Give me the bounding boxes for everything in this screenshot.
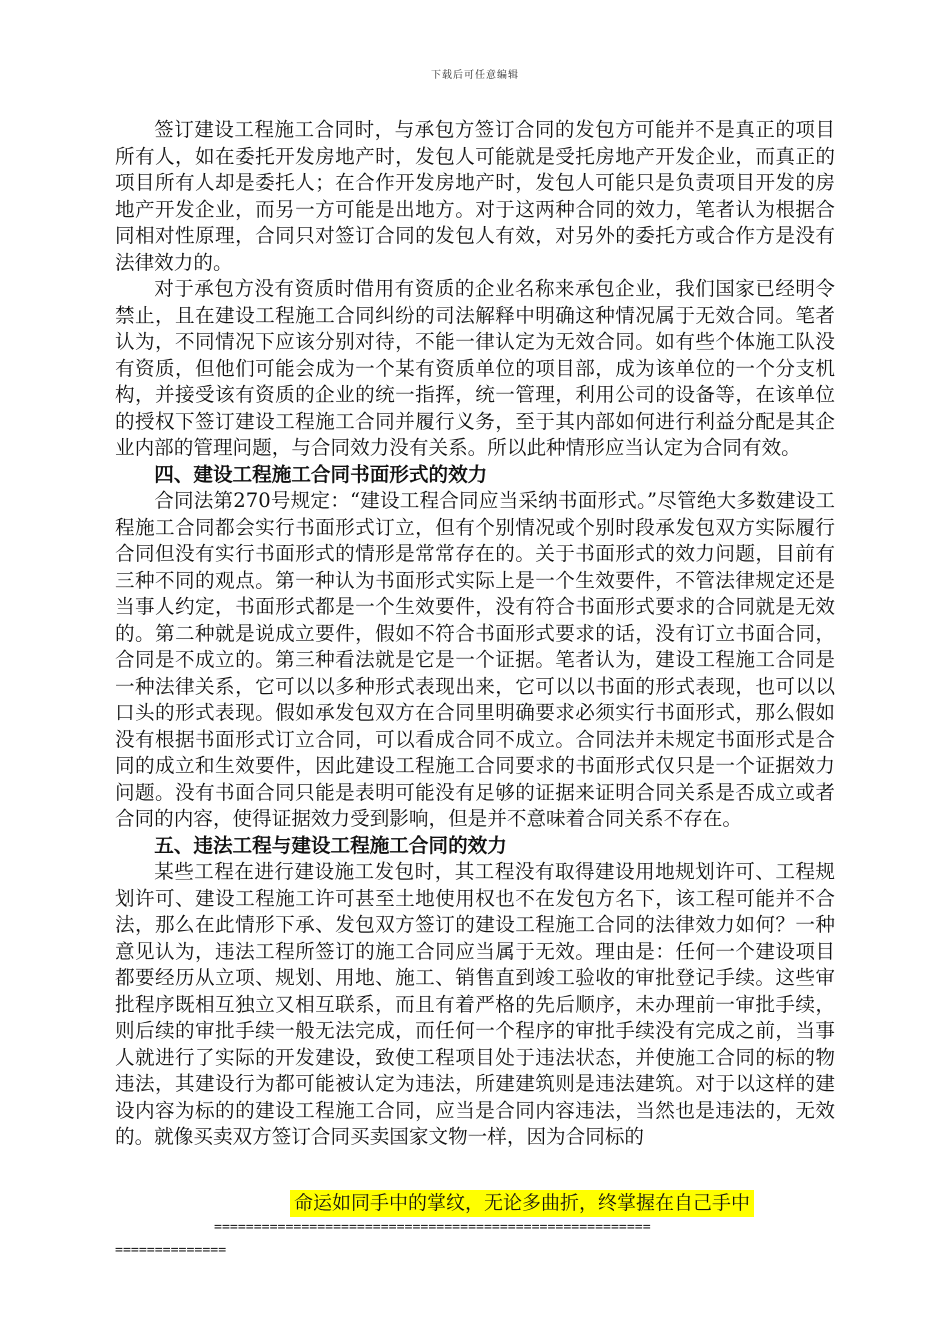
paragraph-2: 对于承包方没有资质时借用有资质的企业名称来承包企业，我们国家已经明令禁止，且在建设工程施工合同纠纷的司法解释中明确这种情况属于无效合同。笔者认为，不同情况下应该分别对待，不能一律认定为无效合同。如有些个体施工队没有资质，但他们可能会成为一个某有资质单位的项目部，成为该单位的一个分支机构，并接受该有资质的企业的统一指挥，统一管理，利用公司的设备等，在该单位的授权下签订建设工程施工合同并履行义务，至于其内部如何进行利益分配是其企业内部的管理问题，与合同效力没有关系。所以此种情形应当认定为合同有效。 [115, 277, 835, 459]
highlighted-tagline: 命运如同手中的掌纹，无论多曲折，终掌握在自己手中 [290, 1190, 754, 1217]
separator-line-1: ======================================================= [214, 1220, 651, 1235]
separator-line-2: ============== [115, 1243, 227, 1258]
paragraph-4: 某些工程在进行建设施工发包时，其工程没有取得建设用地规划许可、工程规划许可、建设工程施工许可甚至土地使用权也不在发包方名下，该工程可能并不合法，那么在此情形下承、发包双方签订的建设工程施工合同的法律效力如何？一种意见认为，违法工程所签订的施工合同应当属于无效。理由是：任何一个建设项目都要经历从立项、规划、用地、施工、销售直到竣工验收的审批登记手续。这些审批程序既相互独立又相互联系，而且有着严格的先后顺序，未办理前一审批手续，则后续的审批手续一般无法完成，而任何一个程序的审批手续没有完成之前，当事人就进行了实际的开发建设，致使工程项目处于违法状态，并使施工合同的标的物违法，其建设行为都可能被认定为违法，所建建筑则是违法建筑。对于以这样的建设内容为标的的建设工程施工合同，应当是合同内容违法，当然也是违法的，无效的。就像买卖双方签订合同买卖国家文物一样，因为合同标的 [115, 860, 835, 1148]
page-header: 下载后可任意编辑 [431, 70, 519, 81]
document-body [115, 117, 835, 1151]
paragraph-3: 合同法第270号规定：“建设工程合同应当采纳书面形式。”尽管绝大多数建设工程施工合同都会实行书面形式订立，但有个别情况或个别时段承发包双方实际履行合同但没有实行书面形式的情形是常常存在的。关于书面形式的效力问题，目前有三种不同的观点。第一种认为书面形式实际上是一个生效要件，不管法律规定还是当事人约定，书面形式都是一个生效要件，没有符合书面形式要求的合同就是无效的。第二种就是说成立要件，假如不符合书面形式要求的话，没有订立书面合同，合同是不成立的。第三种看法就是它是一个证据。笔者认为，建设工程施工合同是一种法律关系，它可以以多种形式表现出来，它可以以书面的形式表现，也可以以口头的形式表现。假如承发包双方在合同里明确要求必须实行书面形式，那么假如没有根据书面形式订立合同，可以看成合同不成立。合同法并未规定书面形式是合同的成立和生效要件，因此建设工程施工合同要求的书面形式仅只是一个证据效力问题。没有书面合同只能是表明可能没有足够的证据来证明合同关系是否成立或者合同的内容，使得证据效力受到影响，但是并不意味着合同关系不存在。 [115, 489, 835, 830]
section-heading-4: 四、建设工程施工合同书面形式的效力 [154, 462, 488, 486]
section-heading-5: 五、违法工程与建设工程施工合同的效力 [154, 833, 507, 857]
paragraph-1: 签订建设工程施工合同时，与承包方签订合同的发包方可能并不是真正的项目所有人，如在委托开发房地产时，发包人可能就是受托房地产开发企业，而真正的项目所有人却是委托人；在合作开发房地产时，发包人可能只是负责项目开发的房地产开发企业，而另一方可能是出地方。对于这两种合同的效力，笔者认为根据合同相对性原理，合同只对签订合同的发包人有效，对另外的委托方或合作方是没有法律效力的。 [115, 118, 835, 274]
